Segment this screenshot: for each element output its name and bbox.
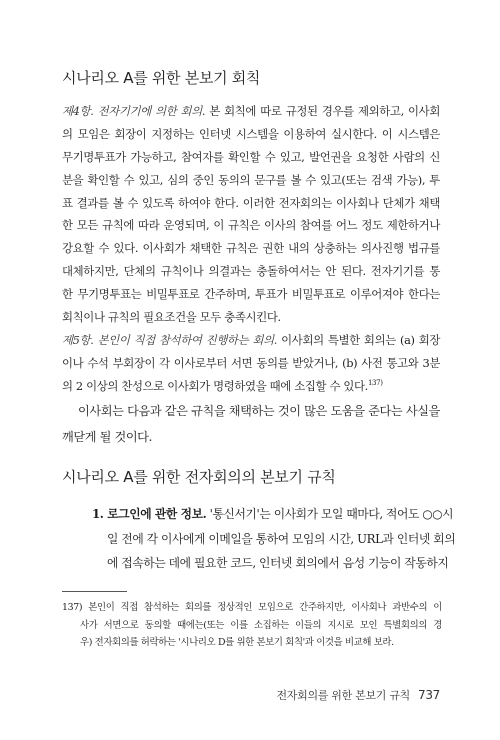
rule-item-title: 로그인에 관한 정보. (107, 507, 207, 521)
article-4 (62, 100, 440, 398)
article-4-line: 한 무기명투표는 비밀투표로 간주하며, 투표가 비밀투표로 이루어져야 한다는 (62, 287, 440, 302)
running-footer (276, 687, 440, 703)
article-4-line: 대체하지만, 단체의 규칙이나 의결과는 충돌하여서는 안 된다. 전자기기를 통 (62, 264, 440, 279)
article-4-line: 표 결과를 볼 수 있도록 하여야 한다. 이러한 전자회의는 이사회나 단체가 채택 (62, 195, 440, 210)
footnote-137 (62, 599, 442, 652)
section-heading-bylaws: 시나리오 A를 위한 본보기 회칙 (62, 69, 261, 87)
article-4-line: 분을 확인할 수 있고, 심의 중인 동의의 문구를 볼 수 있고(또는 검색 가능), 투 (62, 172, 440, 187)
paragraph-line: 이사회는 다음과 같은 규칙을 채택하는 것이 많은 도움을 준다는 사실을 (78, 404, 440, 418)
article-4-line: 강요할 수 있다. 이사회가 채택한 규칙은 권한 내의 상충하는 의사진행 법규를 (62, 241, 440, 256)
rule-item-line-1: 1. 로그인에 관한 정보. '통신서기'는 이사회가 모일 때마다, 적어도 ○○시 (92, 507, 454, 521)
footnote-number: 137) (62, 602, 83, 613)
paragraph-line: 깨닫게 될 것이다. (62, 430, 153, 444)
rule-item-line: 에 접속하는 데에 필요한 코드, 인터넷 회의에서 음성 기능이 작동하지 (107, 556, 449, 570)
article-4-line: 의 모임은 회장이 지정하는 인터넷 시스템을 이용하여 실시한다. 이 시스템은 (62, 126, 440, 141)
article-4-line: 한 모든 규칙에 따라 운영되며, 이 규칙은 이사의 참여를 어느 정도 제한하거나 (62, 218, 440, 233)
article-4-line-1: 제4항. 전자기기에 의한 회의. 본 회칙에 따로 규정된 경우를 제외하고, 이사회 (62, 104, 440, 118)
section-heading-rules: 시나리오 A를 위한 전자회의의 본보기 규칙 (62, 468, 336, 486)
rule-item-number: 1. (92, 507, 108, 521)
rule-item-1 (92, 502, 456, 576)
rule-item-line: 일 전에 각 이사에게 이메일을 통하여 모임의 시간, URL과 인터넷 회의 (107, 531, 456, 546)
footnote-line: 우) 전자회의를 허락하는 '시나리오 D를 위한 본보기 회칙'과 이것을 비교해 보라. (80, 637, 394, 648)
article-4-title: 제4항. 전자기기에 의한 회의. (62, 104, 206, 118)
article-4-line: 무기명투표가 가능하고, 참여자를 확인할 수 있고, 발언권을 요청한 사람의 신 (62, 149, 440, 164)
article-4-line: 회칙이나 규칙의 필요조건을 모두 충족시킨다. (62, 310, 281, 325)
footnote-ref-137[interactable]: 137) (367, 378, 383, 387)
footnote-divider (62, 591, 127, 592)
article-5-line: 의 2 이상의 찬성으로 이사회가 명령하였을 때에 소집할 수 있다.$^{137)}$ (62, 378, 383, 393)
running-title: 전자회의를 위한 본보기 규칙 (276, 689, 410, 702)
page-number: 737 (417, 688, 440, 702)
body-paragraph (62, 398, 440, 450)
footnote-line-1: 137) 본인이 직접 참석하는 회의를 정상적인 모임으로 간주하지만, 이사회나 과반수의 이 (62, 602, 442, 613)
article-5-line-1: 제5항. 본인이 직접 참석하여 진행하는 회의. 이사회의 특별한 회의는 (a) 회장 (62, 332, 441, 347)
footnote-line: 사가 서면으로 동의할 때에는(또는 이를 소집하는 이들의 지시로 모인 특별회의의 경 (80, 619, 442, 631)
article-5-title: 제5항. 본인이 직접 참석하여 진행하는 회의. (62, 332, 278, 347)
article-5-line: 이나 수석 부회장이 각 이사로부터 서면 동의를 받았거나, (b) 사전 통고와 3분 (62, 355, 440, 370)
